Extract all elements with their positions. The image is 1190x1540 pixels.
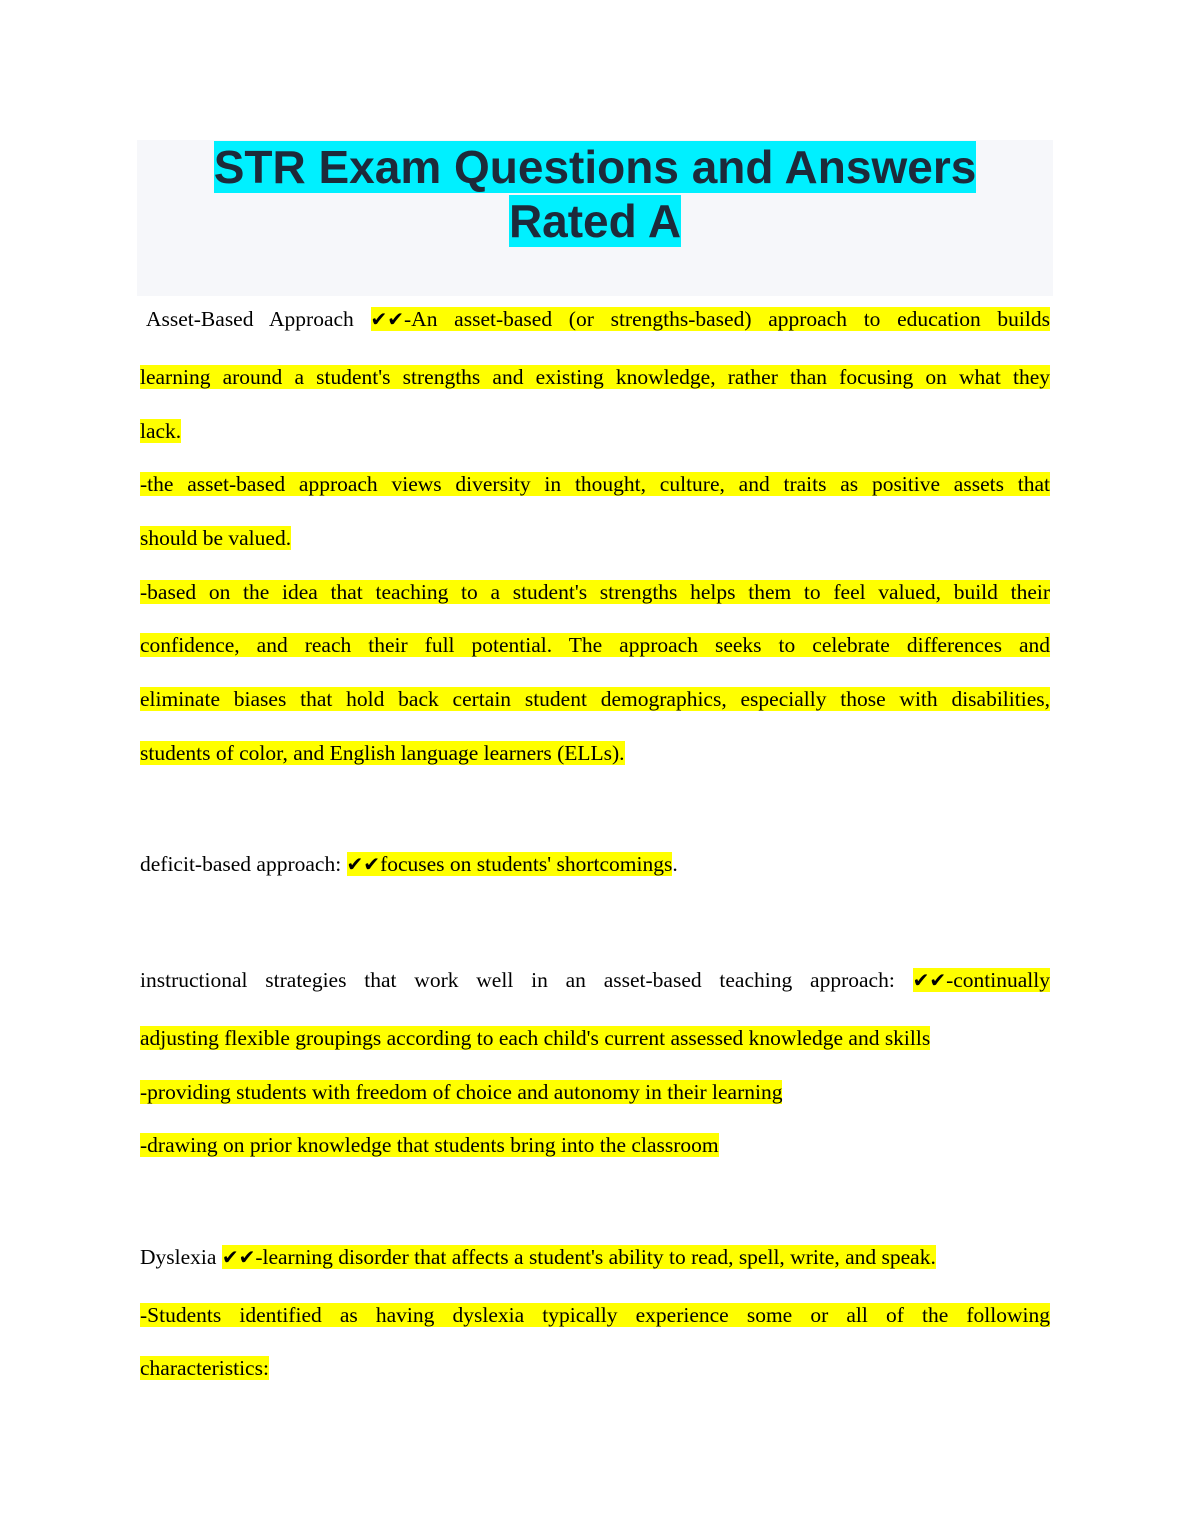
asset-line-8: eliminate biases that hold back certain student demographics, especially those with disabilities, <box>140 687 1050 711</box>
strategies-line-3: -providing students with freedom of choice and autonomy in their learning <box>140 1080 783 1104</box>
asset-line-3: lack. <box>140 419 182 443</box>
dyslexia-line-2: -Students identified as having dyslexia typically experience some or all of the following <box>140 1303 1050 1327</box>
asset-line-6: -based on the idea that teaching to a student's strengths helps them to feel valued, build their <box>140 580 1050 604</box>
strategies-term: instructional strategies that work well in an asset-based teaching approach: <box>140 968 895 992</box>
dyslexia-line-3: characteristics: <box>140 1356 269 1380</box>
strategies-line-2: adjusting flexible groupings according to each child's current assessed knowledge and skills <box>140 1026 931 1050</box>
title-line-2: Rated A <box>508 195 682 247</box>
strategies-answer-start: ✔✔-continually <box>912 968 1050 992</box>
dyslexia-answer-start: ✔✔-learning disorder that affects a student's ability to read, spell, write, and speak. <box>221 1245 936 1269</box>
dyslexia-line-1 <box>140 1244 1050 1270</box>
dyslexia-term: Dyslexia <box>140 1245 217 1269</box>
document-title <box>137 140 1053 248</box>
asset-answer-start: ✔✔-An asset-based (or strengths-based) approach to education builds <box>370 307 1050 331</box>
asset-line-9: students of color, and English language learners (ELLs). <box>140 741 625 765</box>
check-mark-icon: ✔✔ <box>912 968 947 992</box>
asset-term: Asset-Based Approach <box>146 307 354 331</box>
asset-line-7: confidence, and reach their full potential. The approach seeks to celebrate differences and <box>140 633 1050 657</box>
check-mark-icon: ✔✔ <box>221 1245 256 1269</box>
check-mark-icon: ✔✔ <box>346 852 381 876</box>
deficit-term: deficit-based approach: <box>140 852 342 876</box>
asset-line-5: should be valued. <box>140 526 292 550</box>
asset-line-2: learning around a student's strengths and existing knowledge, rather than focusing on what they <box>140 365 1050 389</box>
asset-line-4: -the asset-based approach views diversity in thought, culture, and traits as positive assets that <box>140 472 1050 496</box>
deficit-line: deficit-based approach: ✔✔focuses on students' shortcomings. <box>140 852 678 876</box>
check-mark-icon: ✔✔ <box>370 307 405 331</box>
asset-line-1 <box>146 306 1050 332</box>
title-box <box>137 140 1053 296</box>
strategies-line-4: -drawing on prior knowledge that students bring into the classroom <box>140 1133 719 1157</box>
deficit-answer: ✔✔focuses on students' shortcomings <box>346 852 673 876</box>
strategies-line-1 <box>140 967 1050 993</box>
title-line-1: STR Exam Questions and Answers <box>213 141 977 193</box>
